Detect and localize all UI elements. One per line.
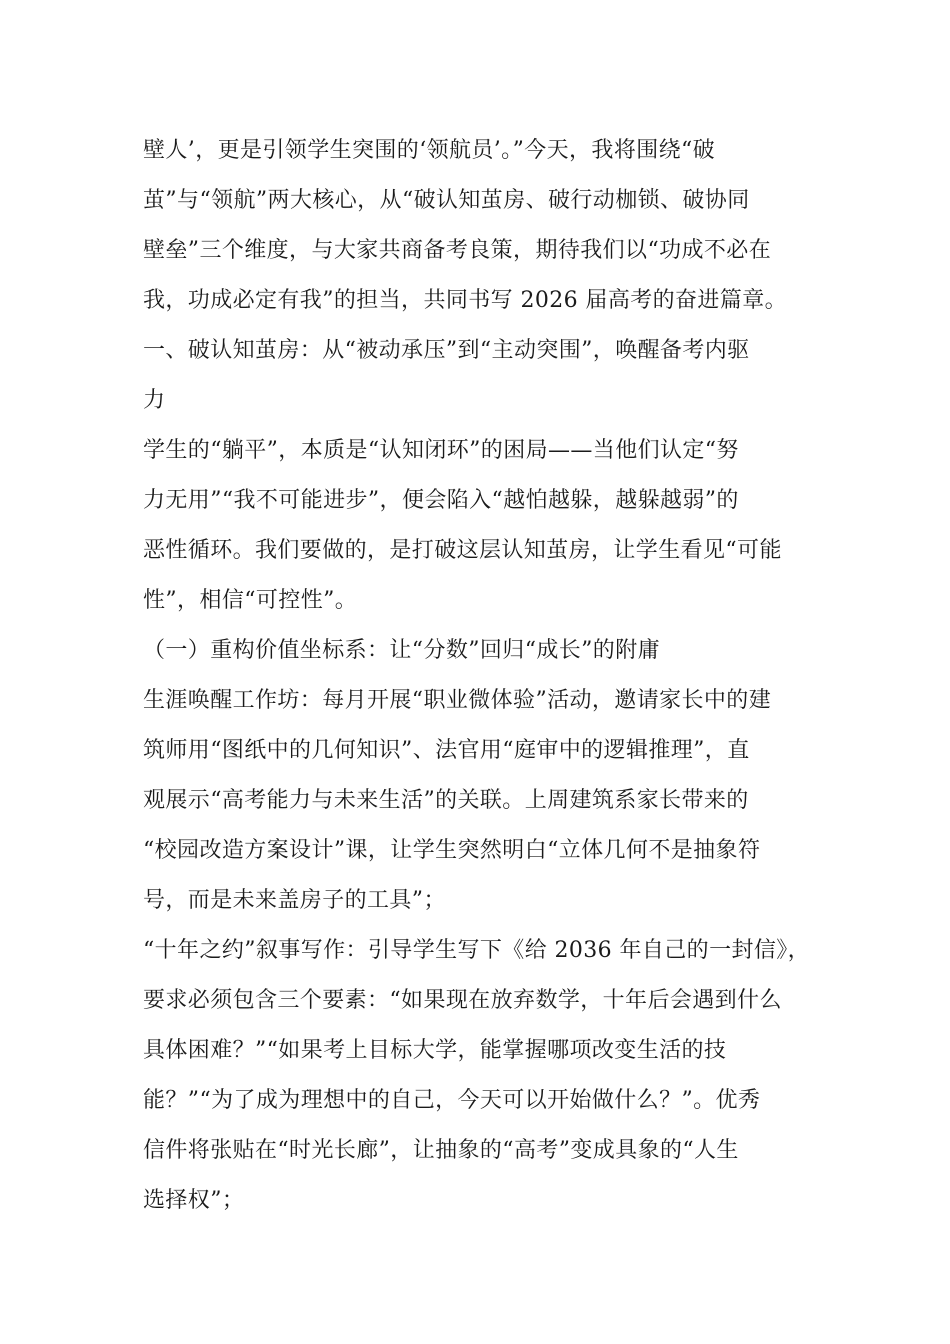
text-line: 学生的“躺平”，本质是“认知闭环”的困局——当他们认定“努 <box>143 438 739 463</box>
text-line: 观展示“高考能力与未来生活”的关联。上周建筑系家长带来的 <box>143 788 749 813</box>
text-line: 选择权”； <box>143 1188 245 1213</box>
text-line: “校园改造方案设计”课，让学生突然明白“立体几何不是抽象符 <box>143 838 761 863</box>
text-line: 壁垒”三个维度，与大家共商备考良策，期待我们以“功成不必在 <box>143 238 772 263</box>
subsection-heading: （一）重构价值坐标系：让“分数”回归“成长”的附庸 <box>143 638 660 663</box>
text-line: 力无用”“我不可能进步”，便会陷入“越怕越躲，越躲越弱”的 <box>143 488 739 513</box>
text-line: 要求必须包含三个要素：“如果现在放弃数学，十年后会遇到什么 <box>143 988 782 1013</box>
text-line: 生涯唤醒工作坊：每月开展“职业微体验”活动，邀请家长中的建 <box>143 688 772 713</box>
text-line: 能？”“为了成为理想中的自己，今天可以开始做什么？”。优秀 <box>143 1088 761 1113</box>
text-line: 恶性循环。我们要做的，是打破这层认知茧房，让学生看见“可能 <box>143 538 782 563</box>
text-line: 具体困难？”“如果考上目标大学，能掌握哪项改变生活的技 <box>143 1038 727 1063</box>
section-heading-cont: 力 <box>143 388 166 413</box>
text-line: “十年之约”叙事写作：引导学生写下《给 2036 年自己的一封信》， <box>143 938 811 963</box>
text-line: 我，功成必定有我”的担当，共同书写 2026 届高考的奋进篇章。 <box>143 288 788 313</box>
text-line: 茧”与“领航”两大核心，从“破认知茧房、破行动枷锁、破协同 <box>143 188 750 213</box>
section-heading: 一、破认知茧房：从“被动承压”到“主动突围”，唤醒备考内驱 <box>143 338 750 363</box>
text-line: 筑师用“图纸中的几何知识”、法官用“庭审中的逻辑推理”，直 <box>143 738 750 763</box>
text-line: 性”，相信“可控性”。 <box>143 588 358 613</box>
body-text <box>143 126 843 1226</box>
text-line: 壁人’，更是引领学生突围的‘领航员’。”今天，我将围绕“破 <box>143 138 716 163</box>
text-line: 信件将张贴在“时光长廊”，让抽象的“高考”变成具象的“人生 <box>143 1138 739 1163</box>
text-line: 号，而是未来盖房子的工具”； <box>143 888 446 913</box>
